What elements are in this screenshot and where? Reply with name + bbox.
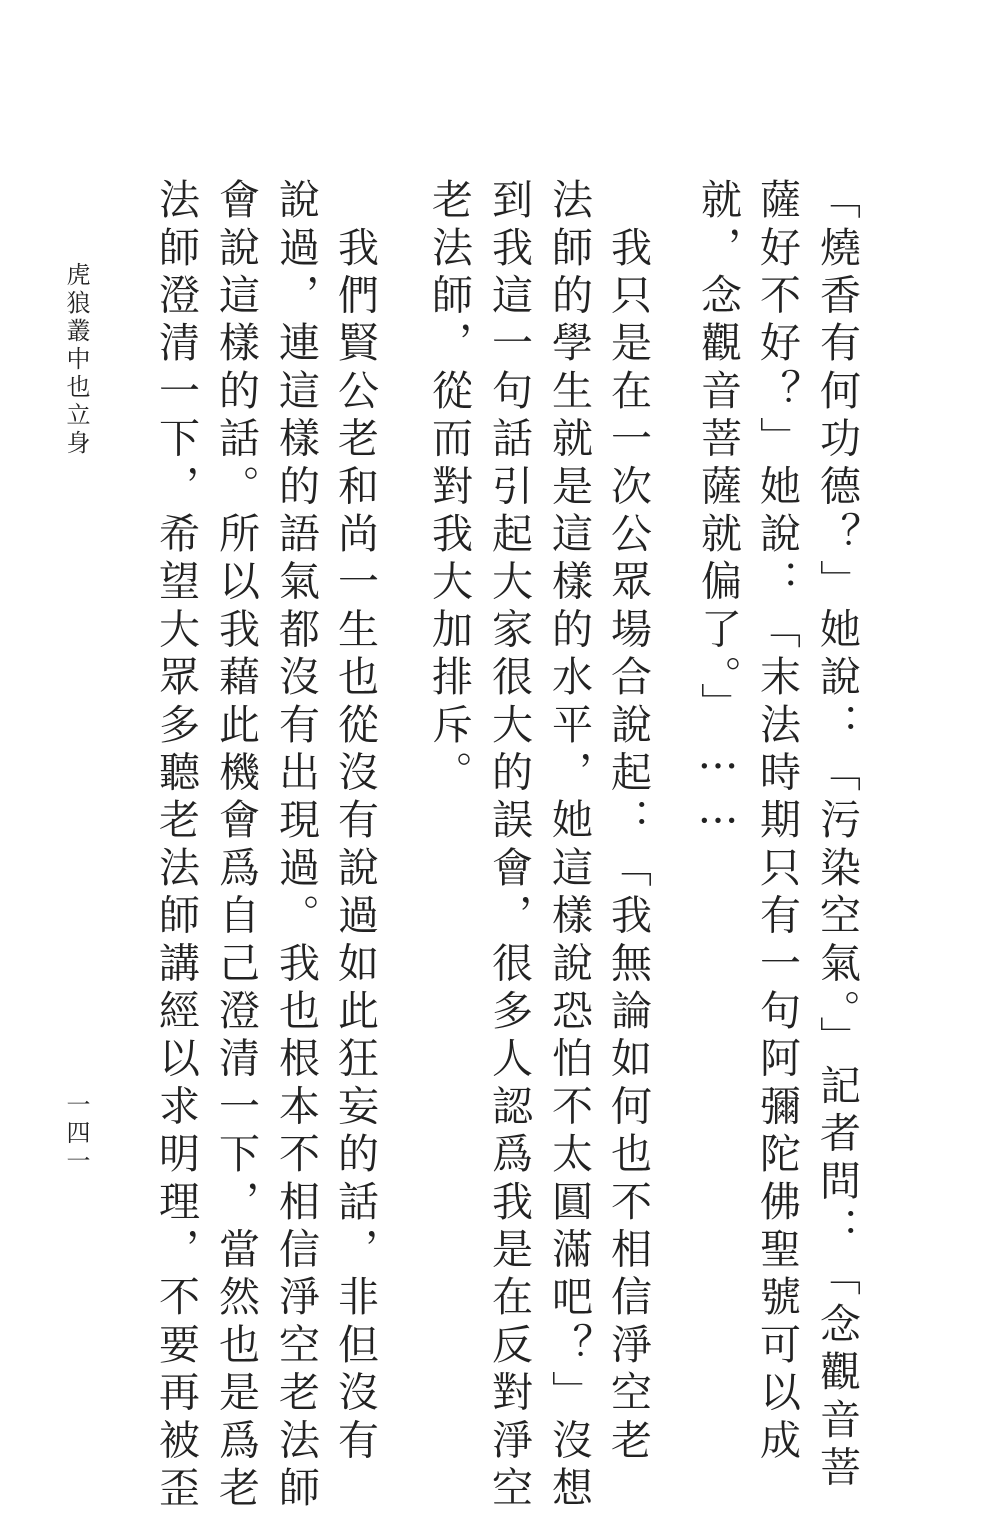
text-column: 薩好不好？」她說：「末法時期只有一句阿彌陀佛聖號可以成 [753, 178, 801, 1466]
text-column: 會說這樣的話。所以我藉此機會爲自己澄清一下，當然也是爲老 [212, 178, 260, 1514]
text-column: 法師的學生就是這樣的水平，她這樣說恐怕不太圓滿吧？」沒想 [545, 178, 593, 1514]
page-number: 一四一 [62, 1092, 90, 1176]
text-column: 就，念觀音菩薩就偏了。」…… [694, 178, 742, 840]
running-head: 虎狼叢中也立身 [62, 262, 90, 458]
text-column: 「燒香有何功德？」她說：「污染空氣。」記者問：「念觀音菩 [813, 178, 861, 1494]
text-column: 我只是在一次公眾場合說起：「我無論如何也不相信淨空老 [604, 178, 652, 1466]
text-column: 老法師，從而對我大加排斥。 [425, 178, 473, 799]
text-column: 到我這一句話引起大家很大的誤會，很多人認爲我是在反對淨空 [485, 178, 533, 1514]
text-column: 我們賢公老和尚一生也從沒有說過如此狂妄的話，非但沒有 [331, 178, 379, 1466]
text-column: 說過，連這樣的語氣都沒有出現過。我也根本不相信淨空老法師 [272, 178, 320, 1514]
text-column: 法師澄清一下，希望大眾多聽老法師講經以求明理，不要再被歪 [152, 178, 200, 1514]
